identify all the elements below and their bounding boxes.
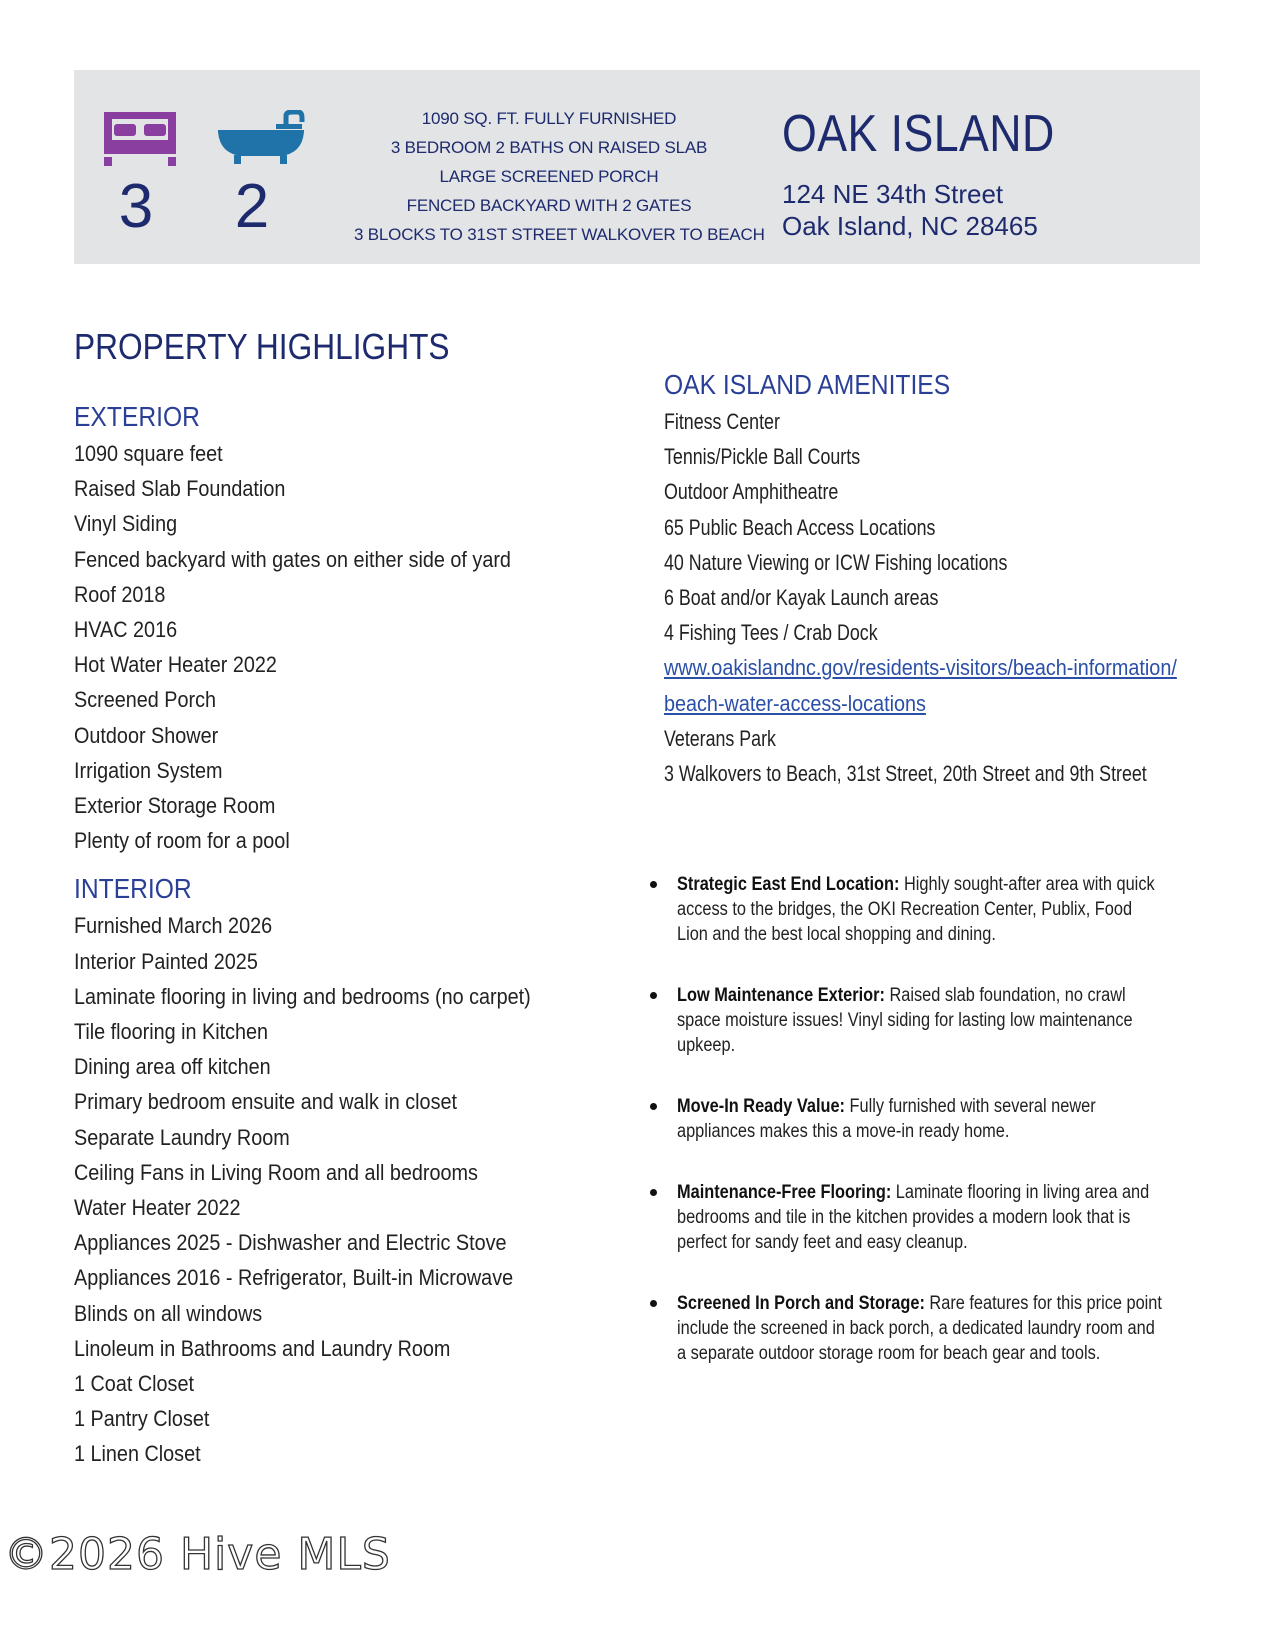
bullet-text bbox=[677, 872, 1167, 947]
bullet-dot-icon bbox=[650, 1189, 657, 1196]
property-specs bbox=[354, 104, 765, 249]
exterior-heading: EXTERIOR bbox=[74, 401, 200, 432]
amenities-group bbox=[664, 721, 1150, 791]
list-item: Hot Water Heater 2022 bbox=[74, 652, 277, 678]
address-city-state: Oak Island, NC 28465 bbox=[782, 211, 1038, 241]
bathroom-count: 2 bbox=[234, 172, 270, 241]
spec-line: 3 BLOCKS TO 31ST STREET WALKOVER TO BEACH bbox=[354, 225, 765, 244]
list-item: Fitness Center bbox=[664, 409, 780, 434]
list-item: HVAC 2016 bbox=[74, 617, 178, 643]
list-item: 6 Boat and/or Kayak Launch areas bbox=[664, 585, 939, 611]
bullet-text bbox=[677, 1094, 1167, 1144]
spec-line: FENCED BACKYARD WITH 2 GATES bbox=[406, 196, 692, 215]
list-item: Ceiling Fans in Living Room and all bedrooms bbox=[74, 1159, 478, 1185]
bullet-body: Fully furnished with several newer appliances makes this a move-in ready home. bbox=[677, 1096, 1096, 1142]
listing-banner bbox=[74, 70, 1200, 264]
list-item: Screened Porch bbox=[74, 687, 216, 713]
bullet-item bbox=[650, 983, 1210, 1058]
list-item: Irrigation System bbox=[74, 757, 223, 783]
beach-access-link-continued[interactable]: beach-water-access-locations bbox=[664, 690, 926, 716]
list-item: Appliances 2025 - Dishwasher and Electric Stove bbox=[74, 1230, 507, 1256]
bullet-item bbox=[650, 1291, 1210, 1366]
bullet-body: Rare features for this price point include the screened in back porch, a dedicated laundry room and a separate outdoor storage room for beach gear and tools. bbox=[677, 1293, 1162, 1364]
list-item: Linoleum in Bathrooms and Laundry Room bbox=[74, 1335, 451, 1361]
amenities-group bbox=[664, 404, 1150, 650]
list-item: 1 Linen Closet bbox=[74, 1441, 201, 1467]
bullet-dot-icon bbox=[650, 1300, 657, 1307]
list-item: Blinds on all windows bbox=[74, 1300, 263, 1326]
list-item: 40 Nature Viewing or ICW Fishing locations bbox=[664, 549, 1008, 575]
bullet-title: Maintenance-Free Flooring: bbox=[677, 1182, 892, 1203]
exterior-list bbox=[74, 436, 634, 858]
list-item: Vinyl Siding bbox=[74, 511, 178, 537]
list-item: 1090 square feet bbox=[74, 441, 223, 466]
bullet-title: Low Maintenance Exterior: bbox=[677, 985, 885, 1006]
list-item: Dining area off kitchen bbox=[74, 1054, 271, 1080]
bullet-body: Laminate flooring in living area and bedrooms and tile in the kitchen provides a modern look that is perfect for sandy feet and easy cleanup. bbox=[677, 1182, 1150, 1253]
interior-heading: INTERIOR bbox=[74, 873, 192, 905]
amenities-heading: OAK ISLAND AMENITIES bbox=[664, 369, 951, 400]
list-item: Tile flooring in Kitchen bbox=[74, 1019, 269, 1045]
page-title: PROPERTY HIGHLIGHTS bbox=[74, 326, 450, 367]
spec-line: 3 BEDROOM 2 BATHS ON RAISED SLAB bbox=[390, 138, 708, 157]
list-item: Outdoor Amphitheatre bbox=[664, 479, 839, 505]
list-item: Primary bedroom ensuite and walk in closet bbox=[74, 1089, 457, 1115]
list-item: Veterans Park bbox=[664, 725, 776, 751]
bullet-body: Highly sought-after area with quick access to the bridges, the OKI Recreation Center, Publix, Food Lion and the best local shopping and dining. bbox=[677, 874, 1155, 945]
bathtub-icon bbox=[216, 110, 306, 171]
spec-line: LARGE SCREENED PORCH bbox=[439, 167, 659, 186]
beach-access-link[interactable]: www.oakislandnc.gov/residents-visitors/beach-information/ bbox=[664, 655, 1177, 681]
bullet-item bbox=[650, 1094, 1210, 1144]
amenities-list bbox=[664, 404, 1204, 791]
list-item: Appliances 2016 - Refrigerator, Built-in Microwave bbox=[74, 1265, 514, 1291]
bullet-title: Strategic East End Location: bbox=[677, 874, 900, 895]
bullet-text bbox=[677, 983, 1167, 1058]
bullet-item bbox=[650, 1180, 1210, 1255]
watermark: ©2026 Hive MLS bbox=[4, 1529, 391, 1580]
bullet-item bbox=[650, 872, 1210, 947]
list-item: 1 Coat Closet bbox=[74, 1371, 194, 1397]
bed-icon bbox=[102, 110, 178, 177]
city-title: OAK ISLAND bbox=[782, 105, 1055, 163]
spec-line: 1090 SQ. FT. FULLY FURNISHED bbox=[421, 109, 677, 128]
list-item: Separate Laundry Room bbox=[74, 1124, 290, 1150]
bedroom-count: 3 bbox=[118, 172, 154, 241]
list-item: Furnished March 2026 bbox=[74, 913, 273, 939]
list-item: Raised Slab Foundation bbox=[74, 476, 286, 502]
bullet-text bbox=[677, 1180, 1167, 1255]
list-item: 65 Public Beach Access Locations bbox=[664, 514, 936, 540]
list-item: Tennis/Pickle Ball Courts bbox=[664, 444, 861, 470]
bullet-body: Raised slab foundation, no crawl space moisture issues! Vinyl siding for lasting low maintenance upkeep. bbox=[677, 985, 1133, 1056]
interior-list bbox=[74, 908, 634, 1471]
list-item: 3 Walkovers to Beach, 31st Street, 20th Street and 9th Street bbox=[664, 761, 1147, 787]
list-item: Plenty of room for a pool bbox=[74, 828, 290, 854]
address bbox=[782, 178, 1038, 242]
bullet-title: Screened In Porch and Storage: bbox=[677, 1293, 925, 1314]
amenities-column bbox=[664, 368, 1204, 791]
list-item: Roof 2018 bbox=[74, 581, 166, 607]
bullet-text bbox=[677, 1291, 1167, 1366]
bullet-dot-icon bbox=[650, 1103, 657, 1110]
list-item: 4 Fishing Tees / Crab Dock bbox=[664, 620, 878, 646]
highlights-column bbox=[74, 400, 634, 1472]
list-item: Exterior Storage Room bbox=[74, 793, 276, 819]
list-item: Fenced backyard with gates on either side of yard bbox=[74, 546, 511, 572]
feature-bullets bbox=[650, 872, 1210, 1402]
address-street: 124 NE 34th Street bbox=[782, 179, 1004, 209]
list-item: Laminate flooring in living and bedrooms (no carpet) bbox=[74, 983, 531, 1009]
list-item: Water Heater 2022 bbox=[74, 1195, 241, 1221]
bullet-title: Move-In Ready Value: bbox=[677, 1096, 845, 1117]
interior-section bbox=[74, 872, 634, 1471]
bullet-dot-icon bbox=[650, 881, 657, 888]
bullet-dot-icon bbox=[650, 992, 657, 999]
list-item: Outdoor Shower bbox=[74, 722, 219, 748]
list-item: 1 Pantry Closet bbox=[74, 1406, 210, 1432]
list-item: Interior Painted 2025 bbox=[74, 948, 258, 974]
